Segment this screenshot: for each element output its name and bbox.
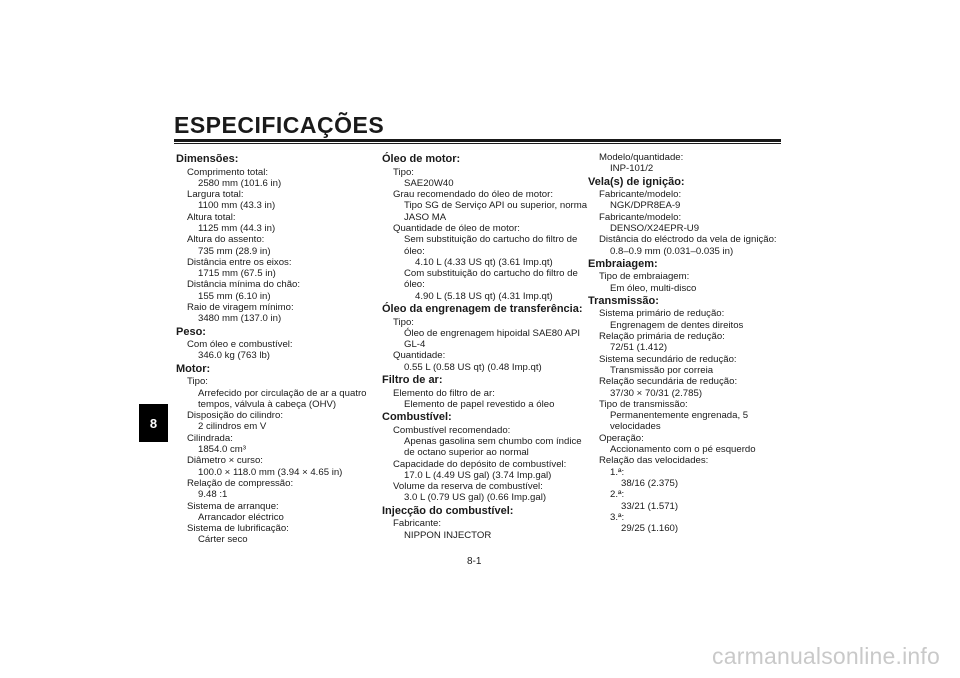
spec-line: 1854.0 cm³ [198,444,246,456]
title-rule-thin [174,143,781,144]
spec-line: Altura do assento: [187,234,265,246]
spec-line: 1100 mm (43.3 in) [198,200,276,212]
spec-line: 4.10 L (4.33 US qt) (3.61 Imp.qt) [415,256,553,268]
spec-line: 3.0 L (0.79 US gal) (0.66 Imp.gal) [404,492,547,504]
spec-line: Combustível recomendado: [393,424,511,436]
spec-line: Fabricante/modelo: [599,211,682,223]
spec-line: 0.55 L (0.58 US qt) (0.48 Imp.qt) [404,361,542,373]
spec-line: Fabricante/modelo: [599,189,682,201]
spec-column-2 [382,152,588,541]
spec-line: 17.0 L (4.49 US gal) (3.74 Imp.gal) [404,469,552,481]
spec-line: Tipo de transmissão: [599,398,688,410]
spec-line: Distância do eléctrodo da vela de ignição: [599,234,777,246]
spec-line: 38/16 (2.375) [621,477,679,489]
spec-line: 37/30 × 70/31 (2.785) [610,387,703,399]
page-title: ESPECIFICAÇÕES [174,112,385,138]
spec-line: Sistema de lubrificação: [187,523,289,535]
spec-line: 2.ª: [610,489,625,501]
spec-line: Relação de compressão: [187,477,294,489]
spec-line: Relação das velocidades: [599,455,709,467]
section-heading: Injecção do combustível: [382,504,514,517]
spec-line: Tipo de embraiagem: [599,271,690,283]
section-heading: Motor: [176,362,211,375]
spec-line: Quantidade: [393,350,446,362]
page-number: 8-1 [467,556,482,567]
spec-line: Em óleo, multi-disco [610,282,697,294]
spec-column-3 [588,152,778,534]
spec-line: Arrancador eléctrico [198,511,284,523]
spec-line: Óleo de engrenagem hipoidal SAE80 API [404,327,581,339]
spec-line: Arrefecido por circulação de ar a quatro [198,387,367,399]
spec-line: 346.0 kg (763 lb) [198,350,270,362]
spec-line: tempos, válvula à cabeça (OHV) [198,398,337,410]
section-heading: Óleo de motor: [382,153,461,165]
spec-line: 72/51 (1.412) [610,342,668,354]
spec-line: Altura total: [187,211,236,223]
spec-line: Diâmetro × curso: [187,455,263,467]
spec-line: 33/21 (1.571) [621,500,679,512]
spec-line: GL-4 [404,339,426,351]
spec-line: Com óleo e combustível: [187,339,293,351]
section-heading: Combustível: [382,411,452,424]
spec-line: Tipo: [187,376,208,388]
spec-line: Sistema primário de redução: [599,308,725,320]
spec-line: SAE20W40 [404,177,454,189]
spec-line: 0.8–0.9 mm (0.031–0.035 in) [610,245,734,257]
spec-line: Transmissão por correia [610,364,714,376]
spec-line: NGK/DPR8EA-9 [610,200,681,212]
spec-line: Accionamento com o pé esquerdo [610,444,756,456]
spec-line: 1.ª: [610,466,625,478]
section-heading: Vela(s) de ignição: [588,175,685,188]
spec-line: 3480 mm (137.0 in) [198,313,282,325]
spec-line: JASO MA [404,211,447,223]
spec-line: Elemento de papel revestido a óleo [404,398,555,410]
spec-line: Capacidade do depósito de combustível: [393,458,567,470]
spec-line: Cilindrada: [187,432,233,444]
spec-line: Operação: [599,432,644,444]
spec-line: 1715 mm (67.5 in) [198,268,276,280]
spec-line: Engrenagem de dentes direitos [610,319,744,331]
spec-line: 9.48 :1 [198,489,228,501]
spec-line: Tipo: [393,166,414,178]
spec-line: óleo: [404,245,425,257]
spec-line: INP-101/2 [610,163,654,175]
section-heading: Dimensões: [176,153,239,165]
section-heading: Embraiagem: [588,257,658,270]
spec-line: 2580 mm (101.6 in) [198,177,282,189]
spec-line: 29/25 (1.160) [621,523,679,535]
spec-line: NIPPON INJECTOR [404,529,492,541]
spec-line: Grau recomendado do óleo de motor: [393,189,553,201]
section-heading: Peso: [176,325,206,338]
spec-line: 3.ª: [610,511,625,523]
spec-line: Distância mínima do chão: [187,279,301,291]
section-heading: Filtro de ar: [382,374,443,387]
title-rule-thick [174,139,781,142]
spec-line: Apenas gasolina sem chumbo com índice [404,435,582,447]
spec-line: DENSO/X24EPR-U9 [610,222,700,234]
spec-line: Comprimento total: [187,166,269,178]
section-heading: Óleo da engrenagem de transferência: [382,303,583,316]
spec-line: Quantidade de óleo de motor: [393,222,520,234]
spec-line: Sistema de arranque: [187,500,279,512]
spec-line: 2 cilindros em V [198,421,267,433]
chapter-tab: 8 [139,404,168,442]
spec-line: Modelo/quantidade: [599,152,684,163]
spec-line: 100.0 × 118.0 mm (3.94 × 4.65 in) [198,466,343,478]
spec-line: Raio de viragem mínimo: [187,302,294,314]
spec-line: Distância entre os eixos: [187,256,292,268]
spec-line: Sem substituição do cartucho do filtro de [404,234,578,246]
spec-line: Relação secundária de redução: [599,376,738,388]
spec-line: Largura total: [187,189,244,201]
spec-line: Relação primária de redução: [599,331,725,343]
spec-line: Cárter seco [198,534,248,546]
spec-line: Permanentemente engrenada, 5 [610,410,749,422]
spec-line: Com substituição do cartucho do filtro de [404,268,578,280]
spec-line: Elemento do filtro de ar: [393,387,495,399]
spec-column-1 [176,152,366,546]
spec-line: Disposição do cilindro: [187,410,283,422]
section-heading: Transmissão: [588,294,659,307]
spec-line: 4.90 L (5.18 US qt) (4.31 Imp.qt) [415,290,553,302]
spec-line: óleo: [404,279,425,291]
spec-line: 735 mm (28.9 in) [198,245,271,257]
spec-line: Tipo: [393,316,414,328]
spec-line: Volume da reserva de combustível: [393,481,543,493]
spec-line: Sistema secundário de redução: [599,353,737,365]
spec-line: Fabricante: [393,518,441,530]
spec-line: velocidades [610,421,661,433]
spec-line: 155 mm (6.10 in) [198,290,271,302]
spec-line: de octano superior ao normal [404,447,529,459]
spec-line: Tipo SG de Serviço API ou superior, norma [404,200,588,212]
watermark: carmanualsonline.info [712,643,940,669]
spec-line: 1125 mm (44.3 in) [198,222,276,234]
